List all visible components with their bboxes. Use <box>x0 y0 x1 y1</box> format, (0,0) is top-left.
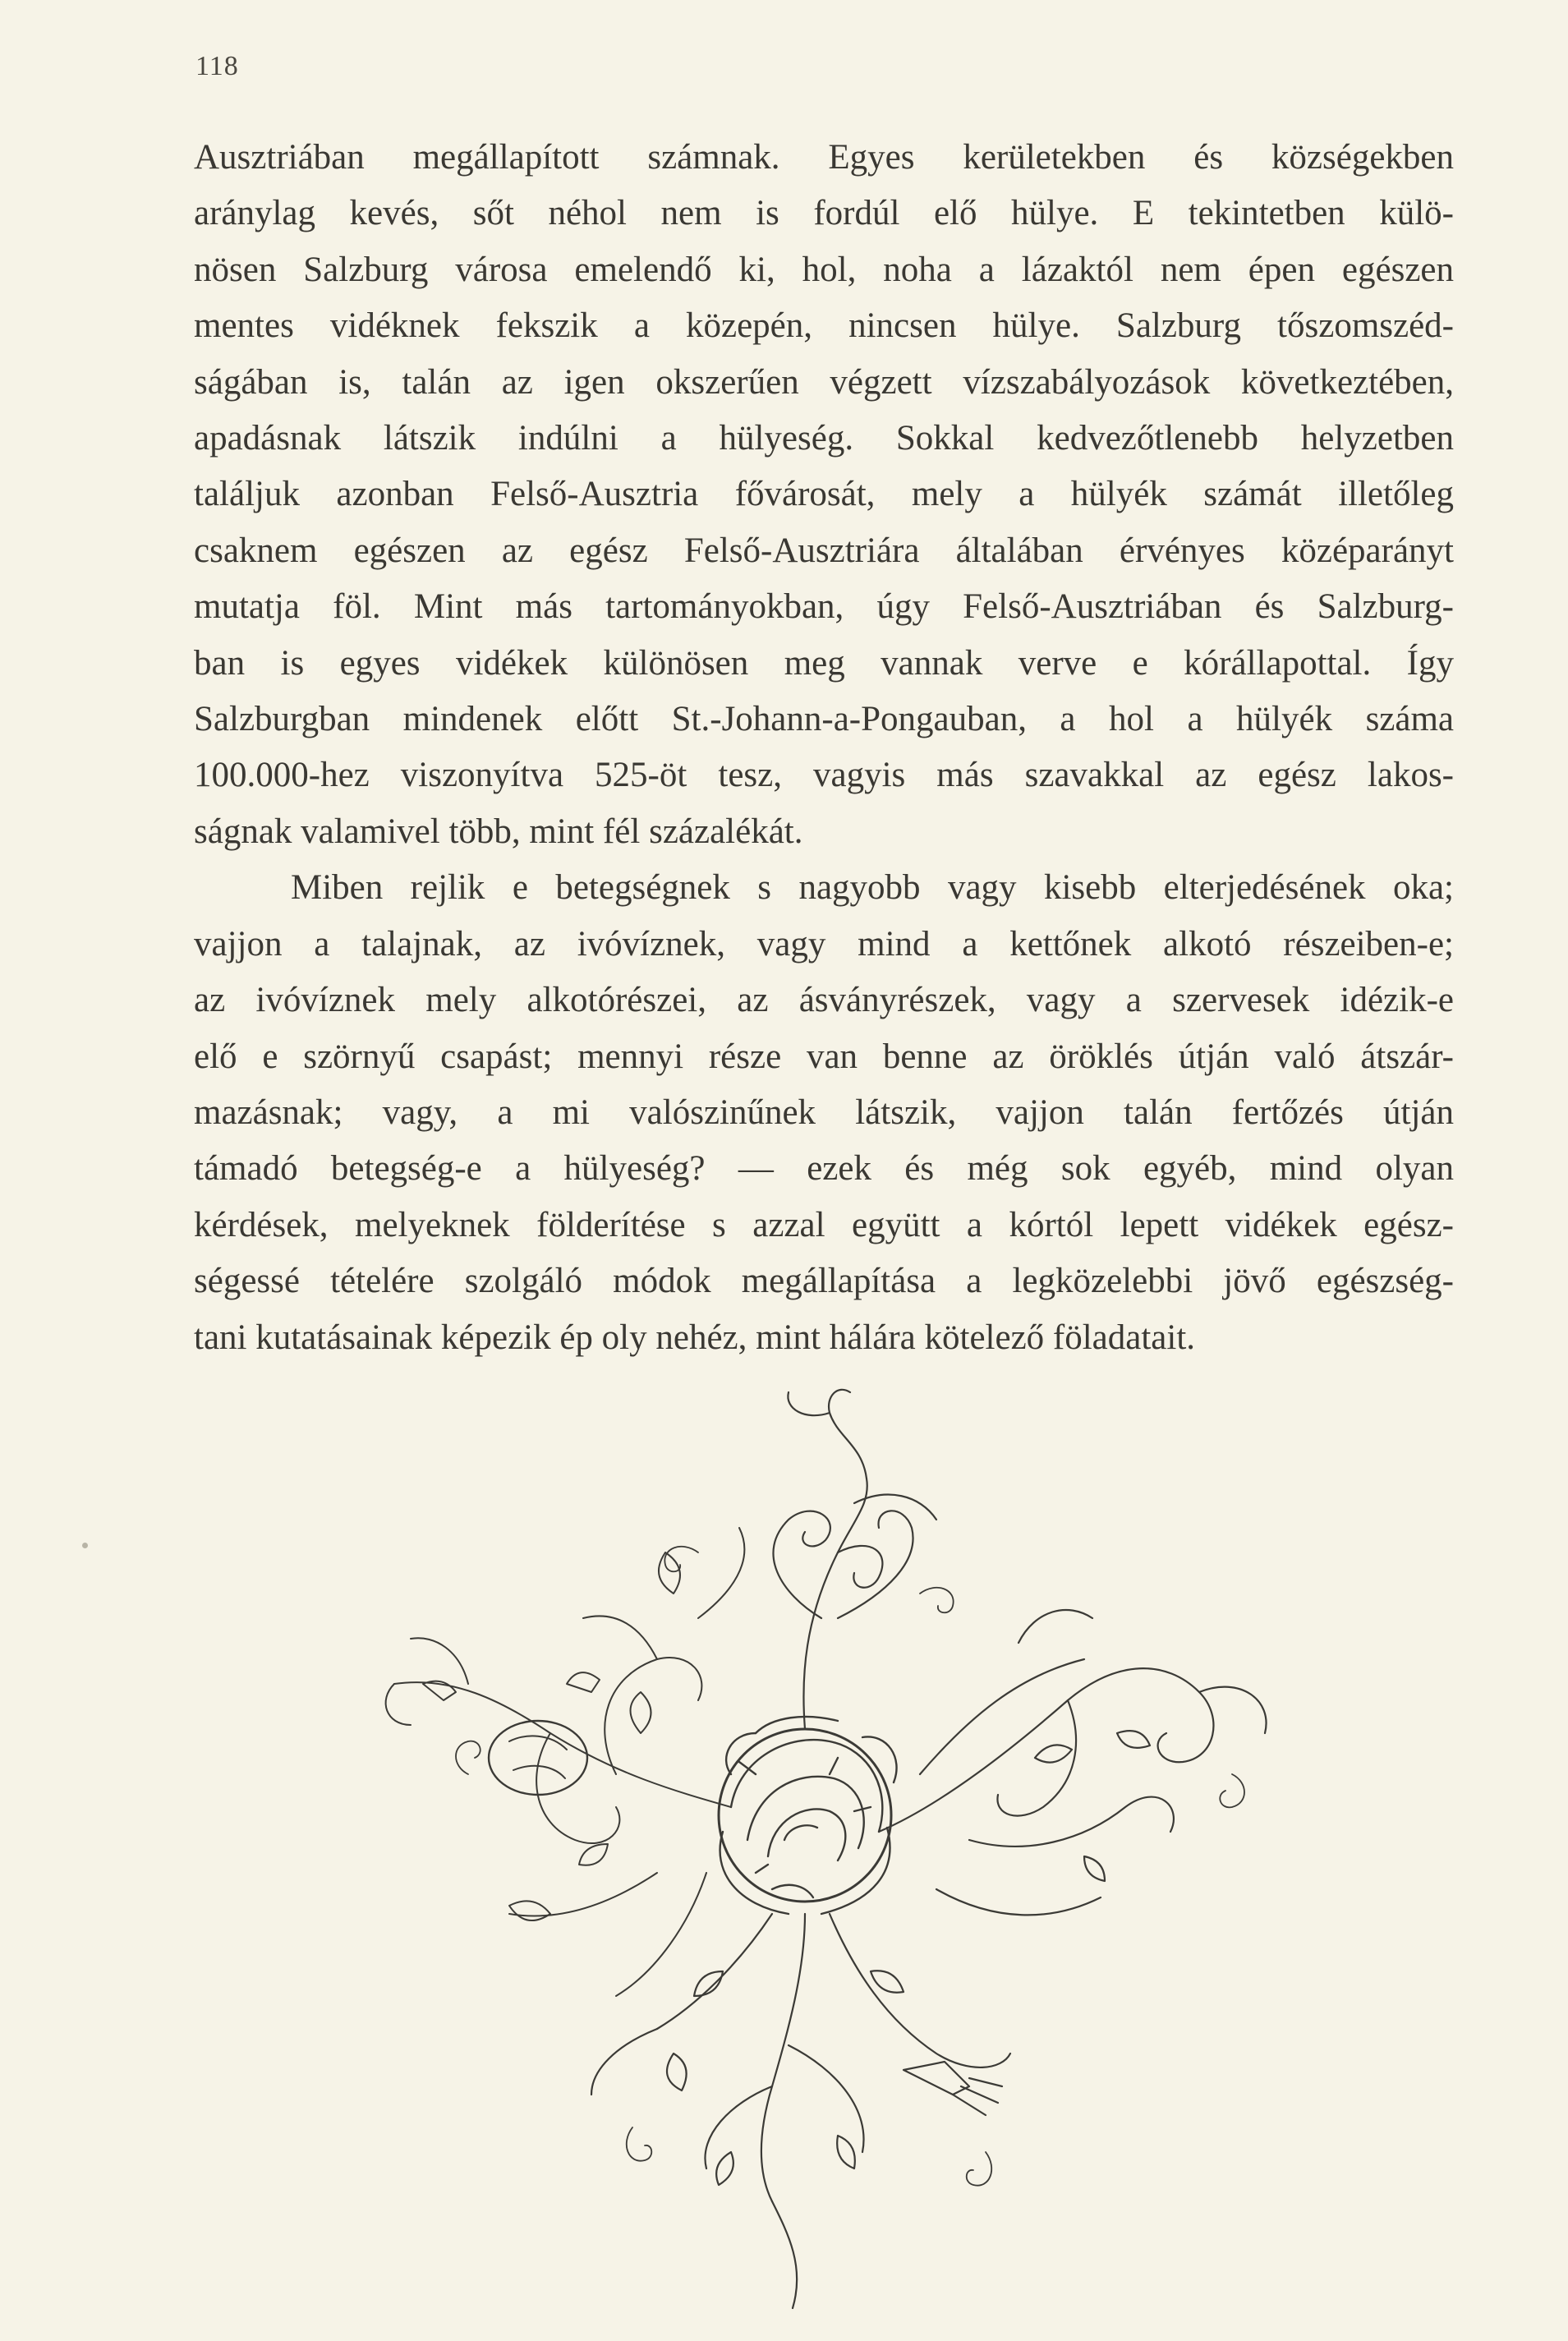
text-line: találjuk azonban Felső-Ausztria fővárosát, mely a hülyék számát illetőleg <box>194 475 1454 514</box>
text-line: csaknem egészen az egész Felső-Ausztriára általában érvényes középarányt <box>194 531 1454 570</box>
text-line: az ivóvíznek mely alkotórészei, az ásványrészek, vagy a szervesek idézik-e <box>194 981 1454 1020</box>
text-line: kérdések, melyeknek földerítése s azzal együtt a kórtól lepett vidékek egész- <box>194 1205 1454 1244</box>
floral-rose-vignette-icon <box>345 1347 1314 2341</box>
text-line: ságában is, talán az igen okszerűen végzett vízszabályozások következtében, <box>194 362 1454 402</box>
text-line: ségessé tételére szolgáló módok megállapítása a legközelebbi jövő egészség- <box>194 1262 1454 1301</box>
text-line: nösen Salzburg városa emelendő ki, hol, noha a lázaktól nem épen egészen <box>194 250 1454 289</box>
body-text <box>194 130 1454 1366</box>
text-line: elő e szörnyű csapást; mennyi része van benne az öröklés útján való átszár- <box>194 1037 1454 1076</box>
text-line: támadó betegség-e a hülyeség? — ezek és még sok egyéb, mind olyan <box>194 1149 1454 1189</box>
text-line: Salzburgban mindenek előtt St.-Johann-a-Pongauban, a hol a hülyék száma <box>194 700 1454 739</box>
tendrils <box>456 1547 1244 2186</box>
right-scrolls <box>879 1610 1267 1915</box>
lower-sprays <box>591 1914 1010 2308</box>
paragraph-2 <box>194 860 1454 1366</box>
rose <box>719 1717 897 1914</box>
text-line: apadásnak látszik indúlni a hülyeség. Sokkal kedvezőtlenebb helyzetben <box>194 419 1454 458</box>
left-vine <box>386 1528 745 1996</box>
text-line: ban is egyes vidékek különösen meg vannak verve e kórállapottal. Így <box>194 643 1454 683</box>
text-line: 100.000-hez viszonyítva 525-öt tesz, vagyis más szavakkal az egész lakos- <box>194 756 1454 795</box>
text-line: mazásnak; vagy, a mi valószinűnek látszik, vajjon talán fertőzés útján <box>194 1092 1454 1132</box>
text-line: Ausztriában megállapított számnak. Egyes kerületekben és községekben <box>194 138 1454 177</box>
upper-scrolls <box>773 1390 936 1729</box>
stray-dot <box>82 1543 88 1548</box>
text-line: tani kutatásainak képezik ép oly nehéz, mint hálára kötelező föladatait. <box>194 1318 1196 1357</box>
text-line: Miben rejlik e betegségnek s nagyobb vagy kisebb elterjedésének oka; <box>291 868 1454 908</box>
text-line: mentes vidéknek fekszik a közepén, nincsen hülye. Salzburg tőszomszéd- <box>194 306 1454 346</box>
text-line: aránylag kevés, sőt néhol nem is fordúl elő hülye. E tekintetben külö- <box>194 194 1454 233</box>
text-line: ságnak valamivel több, mint fél százalékát. <box>194 812 803 851</box>
text-line: vajjon a talajnak, az ivóvíznek, vagy mind a kettőnek alkotó részeiben-e; <box>194 924 1454 964</box>
text-line: mutatja föl. Mint más tartományokban, úgy Felső-Ausztriában és Salzburg- <box>194 587 1454 627</box>
page-number: 118 <box>195 51 239 81</box>
paragraph-1 <box>194 130 1454 860</box>
